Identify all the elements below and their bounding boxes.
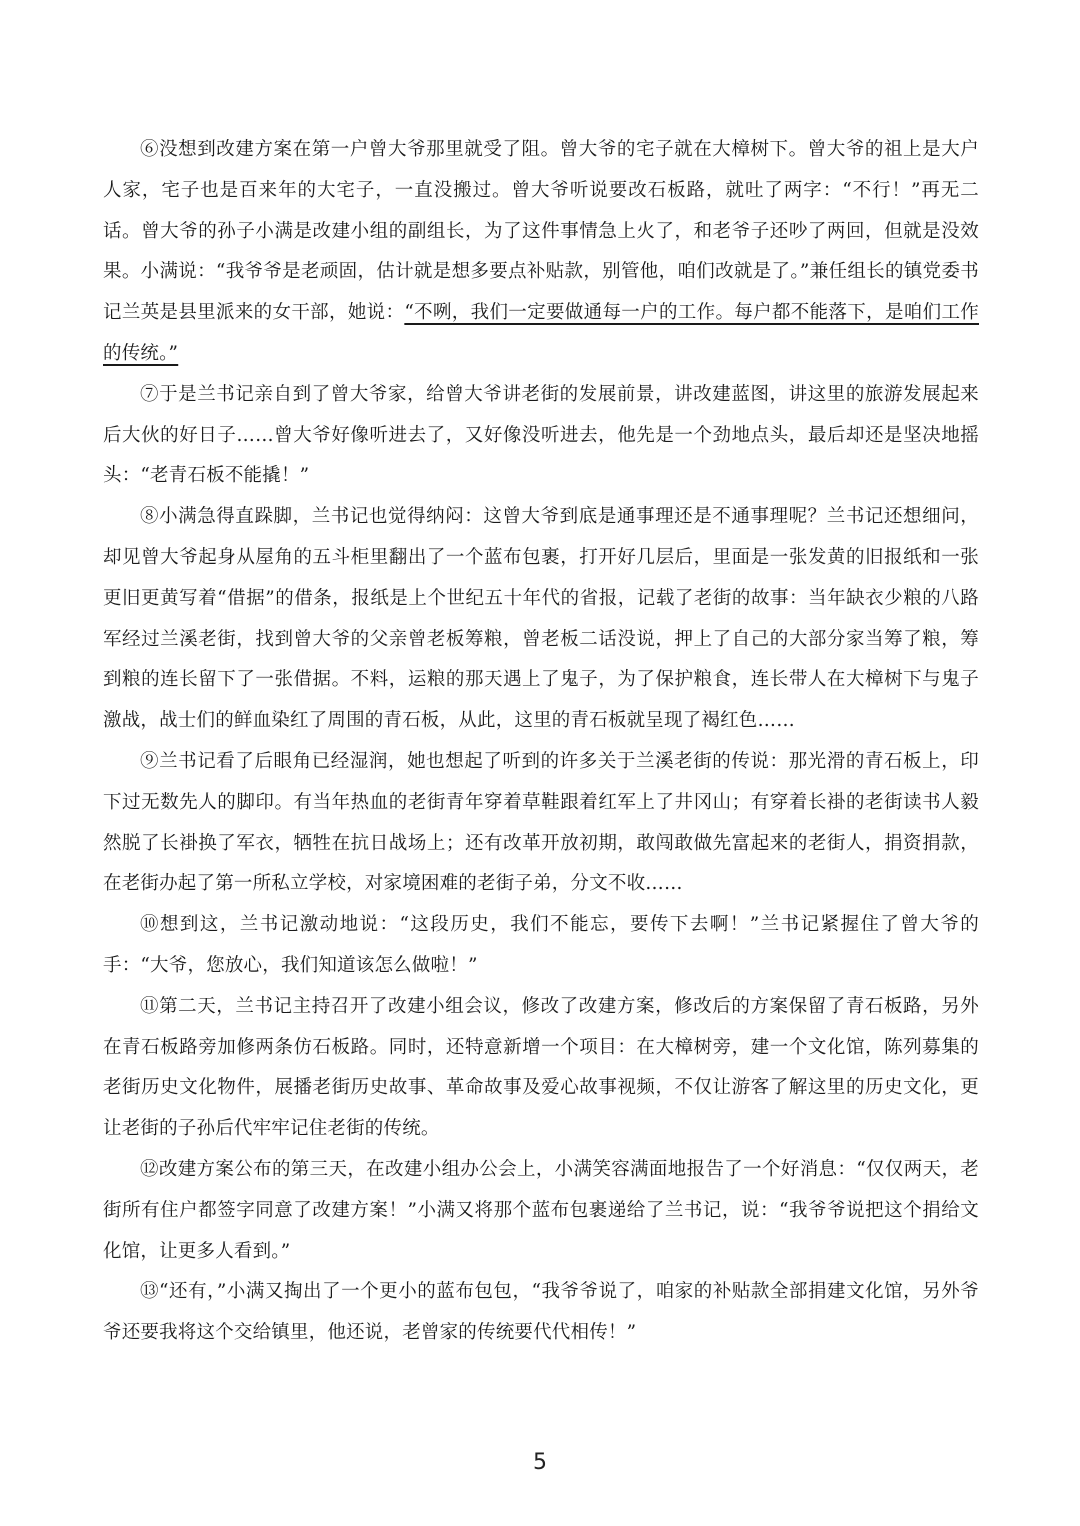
paragraph-7: ⑦于是兰书记亲自到了曾大爷家，给曾大爷讲老街的发展前景，讲改建蓝图，讲这里的旅游发展起来后大伙的好日子……曾大爷好像听进去了，又好像没听进去，他先是一个劲地点头，最后却还是坚决地摇头：“老青石板不能撬！” [103,383,979,487]
paragraph-11: ⑪第二天，兰书记主持召开了改建小组会议，修改了改建方案，修改后的方案保留了青石板路，另外在青石板路旁加修两条仿石板路。同时，还特意新增一个项目：在大樟树旁，建一个文化馆，陈列募集的老街历史文化物件，展播老街历史故事、革命故事及爱心故事视频，不仅让游客了解这里的历史文化，更让老街的子孙后代牢牢记住老街的传统。 [103,995,979,1140]
article-body [103,130,979,1354]
page-number: 5 [533,1450,547,1475]
paragraph-9: ⑨兰书记看了后眼角已经湿润，她也想起了听到的许多关于兰溪老街的传说：那光滑的青石板上，印下过无数先人的脚印。有当年热血的老街青年穿着草鞋跟着红军上了井冈山；有穿着长褂的老街读书人毅然脱了长褂换了军衣，牺牲在抗日战场上；还有改革开放初期，敢闯敢做先富起来的老街人，捐资捐款，在老街办起了第一所私立学校，对家境困难的老街子弟，分文不收…… [103,750,979,895]
paragraph-8: ⑧小满急得直跺脚，兰书记也觉得纳闷：这曾大爷到底是通事理还是不通事理呢？兰书记还想细问，却见曾大爷起身从屋角的五斗柜里翻出了一个蓝布包裹，打开好几层后，里面是一张发黄的旧报纸和一张更旧更黄写着“借据”的借条，报纸是上个世纪五十年代的省报，记载了老街的故事：当年缺衣少粮的八路军经过兰溪老街，找到曾大爷的父亲曾老板筹粮，曾老板二话没说，押上了自己的大部分家当筹了粮，筹到粮的连长留下了一张借据。不料，运粮的那天遇上了鬼子，为了保护粮食，连长带人在大樟树下与鬼子激战，战士们的鲜血染红了周围的青石板，从此，这里的青石板就呈现了褐红色…… [103,506,979,732]
paragraph-6-underlined-quote: “不咧，我们一定要做通每一户的工作。每户都不能落下，是咱们工作的传统。” [103,302,979,364]
paragraph-6 [103,130,979,375]
paragraph-10: ⑩想到这，兰书记激动地说：“这段历史，我们不能忘，要传下去啊！”兰书记紧握住了曾大爷的手：“大爷，您放心，我们知道该怎么做啦！” [103,914,979,976]
paragraph-13: ⑬“还有，”小满又掏出了一个更小的蓝布包包，“我爷爷说了，咱家的补贴款全部捐建文化馆，另外爷爷还要我将这个交给镇里，他还说，老曾家的传统要代代相传！” [103,1281,979,1344]
paragraph-6-text: ⑥没想到改建方案在第一户曾大爷那里就受了阻。曾大爷的宅子就在大樟树下。曾大爷的祖上是大户人家，宅子也是百来年的大宅子，一直没搬过。曾大爷听说要改石板路，就吐了两字：“不行！”再无二话。曾大爷的孙子小满是改建小组的副组长，为了这件事情急上火了，和老爷子还吵了两回，但就是没效果。小满说：“我爷爷是老顽固，估计就是想多要点补贴款，别管他，咱们改就是了。”兼任组长的镇党委书记兰英是县里派来的女干部，她说： [103,139,979,324]
paragraph-12: ⑫改建方案公布的第三天，在改建小组办公会上，小满笑容满面地报告了一个好消息：“仅仅两天，老街所有住户都签字同意了改建方案！”小满又将那个蓝布包裹递给了兰书记，说：“我爷爷说把这个捐给文化馆，让更多人看到。” [103,1158,979,1262]
